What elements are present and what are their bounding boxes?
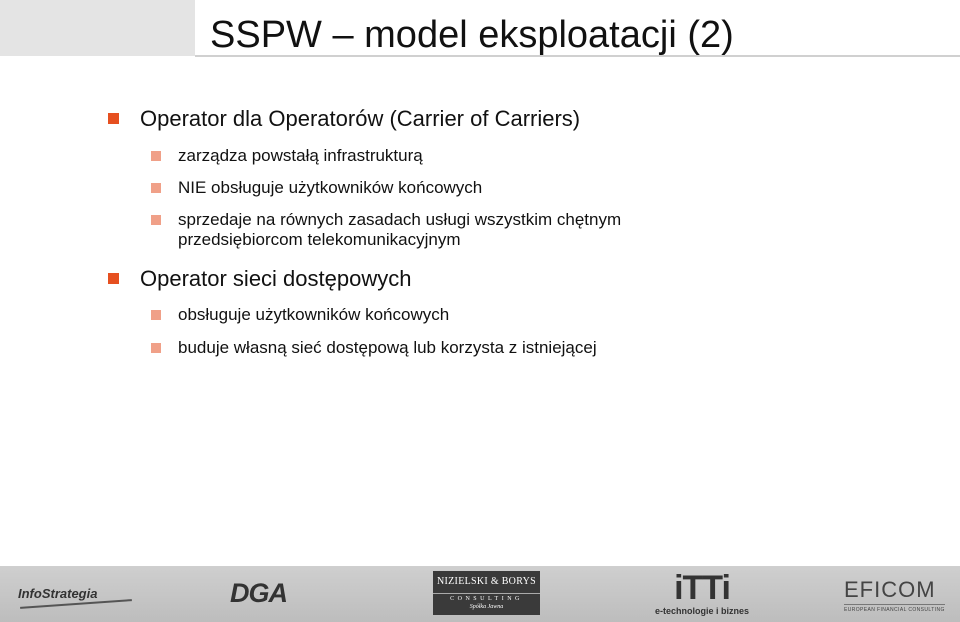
sub-bullet-text: zarządza powstałą infrastrukturą xyxy=(178,146,423,165)
bullet-text: Operator sieci dostępowych xyxy=(140,266,412,291)
square-bullet-icon xyxy=(151,151,161,161)
sub-bullet-sprzedaje xyxy=(151,210,711,250)
bullet-text: Operator dla Operatorów (Carrier of Carriers) xyxy=(140,106,581,131)
bullet-operator-sieci-dostepowych xyxy=(108,266,411,292)
sub-bullet-obsluguje xyxy=(151,305,449,325)
footer-logo-bar xyxy=(0,566,960,622)
itti-logo: iTTi e-technologie i biznes xyxy=(655,569,750,616)
sub-bullet-nie-obsluguje xyxy=(151,178,482,198)
square-bullet-icon xyxy=(151,343,161,353)
slide-title: SSPW – model eksploatacji (2) xyxy=(210,14,734,56)
sub-bullet-buduje xyxy=(151,338,597,358)
square-bullet-icon xyxy=(108,113,119,124)
eficom-logo: EFICOM EUROPEAN FINANCIAL CONSULTING xyxy=(844,577,945,613)
sub-bullet-zarzadza xyxy=(151,146,423,166)
sub-bullet-text: NIE obsługuje użytkowników końcowych xyxy=(178,178,483,197)
square-bullet-icon xyxy=(151,183,161,193)
infostrategia-logo: InfoStrategia xyxy=(18,586,97,601)
square-bullet-icon xyxy=(151,215,161,225)
sub-bullet-text: obsługuje użytkowników końcowych xyxy=(178,305,450,324)
sub-bullet-text: sprzedaje na równych zasadach usługi wszystkim chętnym przedsiębiorcom telekomunikacyjnym xyxy=(178,210,622,249)
nizielski-borys-logo: NIZIELSKI & BORYS CONSULTING Spółka Jawna xyxy=(433,571,540,615)
square-bullet-icon xyxy=(151,310,161,320)
square-bullet-icon xyxy=(108,273,119,284)
sub-bullet-text: buduje własną sieć dostępową lub korzysta z istniejącej xyxy=(178,338,597,357)
bullet-operator-dla-operatorow xyxy=(108,106,580,132)
dga-logo: DGA xyxy=(230,578,287,608)
